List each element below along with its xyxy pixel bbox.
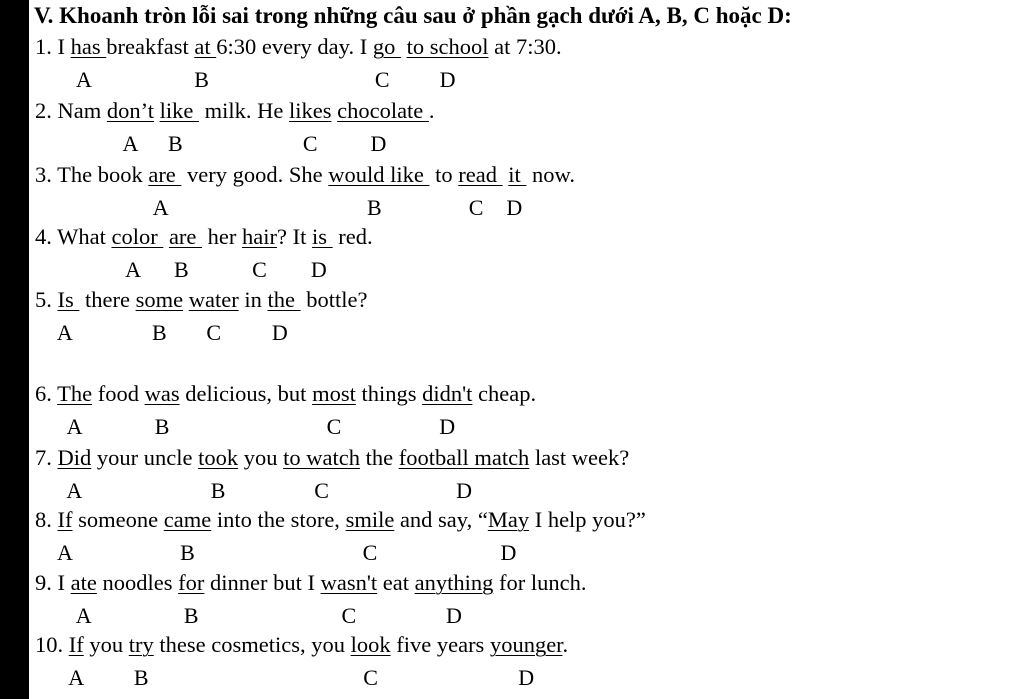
question-sentence — [35, 447, 629, 470]
sentence-text: 1. I — [35, 34, 71, 59]
exercise-title: V. Khoanh tròn lỗi sai trong những câu sau ở phần gạch dưới A, B, C hoặc D: — [34, 3, 792, 28]
question-sentence — [35, 226, 373, 249]
option-letter[interactable]: A — [125, 257, 141, 282]
option-letter[interactable]: D — [370, 131, 387, 156]
underlined-option: came — [163, 507, 212, 532]
sentence-text: dinner but I — [204, 570, 321, 595]
sentence-text: noodles — [96, 570, 179, 595]
sentence-text: now. — [526, 162, 575, 187]
option-letter[interactable]: D — [439, 67, 456, 92]
sentence-text: at 7:30. — [488, 34, 562, 59]
underlined-option: for — [178, 570, 205, 595]
underlined-option: most — [312, 381, 356, 406]
option-letter[interactable]: B — [168, 131, 183, 156]
option-letter[interactable]: A — [75, 603, 92, 628]
option-letter[interactable]: D — [439, 414, 456, 439]
underlined-option: Did — [57, 445, 92, 470]
option-letter[interactable]: C — [206, 320, 222, 345]
sentence-text: 8. — [35, 507, 58, 532]
question-sentence — [35, 289, 367, 312]
underlined-option: don’t — [106, 98, 154, 123]
sentence-text: I help you?” — [529, 507, 646, 532]
underlined-option: to school — [406, 34, 489, 59]
sentence-text: very good. She — [181, 162, 329, 187]
exercise-page — [29, 0, 1024, 699]
sentence-text: and say, “ — [394, 507, 488, 532]
option-letter[interactable]: B — [366, 195, 382, 220]
sentence-text: bottle? — [300, 287, 368, 312]
sentence-text: in — [238, 287, 268, 312]
sentence-text: red. — [332, 224, 373, 249]
underlined-option: wasn't — [320, 570, 378, 595]
underlined-option: chocolate — [337, 98, 429, 123]
sentence-text: you — [83, 632, 129, 657]
option-letter[interactable]: C — [468, 195, 484, 220]
underlined-option: Is — [57, 287, 80, 312]
underlined-option: would like — [328, 162, 430, 187]
option-letter[interactable]: B — [180, 540, 195, 565]
question-sentence — [35, 100, 435, 123]
sentence-text: food — [92, 381, 145, 406]
option-letter[interactable]: C — [374, 67, 390, 92]
option-letter[interactable]: A — [122, 131, 139, 156]
underlined-option: anything — [414, 570, 494, 595]
option-letter[interactable]: D — [506, 195, 523, 220]
underlined-option: go — [372, 34, 401, 59]
sentence-text: 10. — [35, 632, 69, 657]
sentence-text: 6:30 every day. I — [216, 34, 373, 59]
sentence-text: your uncle — [91, 445, 199, 470]
underlined-option: is — [311, 224, 333, 249]
underlined-option: took — [198, 445, 239, 470]
underlined-option: the — [267, 287, 301, 312]
underlined-option: likes — [288, 98, 332, 123]
option-letter[interactable]: C — [326, 414, 342, 439]
underlined-option: If — [68, 632, 84, 657]
sentence-text: 7. — [35, 445, 58, 470]
sentence-text: milk. He — [198, 98, 289, 123]
option-letter[interactable]: C — [363, 665, 378, 690]
option-letter[interactable]: A — [68, 665, 85, 690]
option-letter[interactable]: B — [133, 665, 149, 690]
option-letter[interactable]: A — [56, 320, 73, 345]
underlined-option: ate — [70, 570, 97, 595]
sentence-text: her — [202, 224, 243, 249]
sentence-text: cheap. — [472, 381, 537, 406]
question-sentence — [35, 164, 575, 187]
option-letter[interactable]: B — [194, 67, 209, 92]
sentence-text: 6. — [35, 381, 58, 406]
option-letter[interactable]: A — [152, 195, 169, 220]
sentence-text: . — [428, 98, 435, 123]
option-letter[interactable]: B — [210, 478, 226, 503]
underlined-option: water — [188, 287, 239, 312]
option-letter[interactable]: D — [500, 540, 517, 565]
option-letter[interactable]: A — [66, 414, 83, 439]
option-letter[interactable]: C — [341, 603, 357, 628]
option-letter[interactable]: D — [271, 320, 288, 345]
sentence-text: for lunch. — [493, 570, 587, 595]
sentence-text: eat — [377, 570, 415, 595]
underlined-option: try — [128, 632, 154, 657]
sentence-text: 5. — [35, 287, 58, 312]
underlined-option: football match — [398, 445, 530, 470]
sentence-text: 3. The book — [35, 162, 149, 187]
option-letter[interactable]: C — [362, 540, 378, 565]
sentence-text: someone — [72, 507, 164, 532]
underlined-option: smile — [345, 507, 395, 532]
sentence-text: ? It — [277, 224, 312, 249]
option-letter[interactable]: A — [57, 540, 73, 565]
sentence-text: delicious, but — [179, 381, 313, 406]
sentence-text: to — [429, 162, 459, 187]
option-letter[interactable]: A — [66, 478, 83, 503]
underlined-option: has — [70, 34, 107, 59]
option-letter[interactable]: D — [518, 665, 535, 690]
underlined-option: to watch — [283, 445, 360, 470]
question-sentence — [35, 509, 646, 532]
underlined-option: was — [144, 381, 180, 406]
underlined-option: younger — [489, 632, 563, 657]
option-letter[interactable]: D — [446, 603, 462, 628]
sentence-text: 2. Nam — [35, 98, 107, 123]
underlined-option: If — [57, 507, 73, 532]
sentence-text: there — [79, 287, 136, 312]
option-letter[interactable]: C — [302, 131, 318, 156]
underlined-option: some — [135, 287, 184, 312]
sentence-text: you — [238, 445, 284, 470]
underlined-option: like — [159, 98, 199, 123]
option-letter[interactable]: B — [154, 414, 170, 439]
option-letter[interactable]: D — [456, 478, 472, 503]
question-sentence — [35, 634, 568, 657]
sentence-text: 9. I — [35, 570, 71, 595]
option-letter[interactable]: B — [183, 603, 199, 628]
option-letter[interactable]: B — [152, 320, 167, 345]
underlined-option: The — [57, 381, 93, 406]
underlined-option: are — [148, 162, 182, 187]
option-letter[interactable]: D — [310, 257, 327, 282]
underlined-option: are — [168, 224, 203, 249]
underlined-option: it — [508, 162, 527, 187]
question-sentence — [35, 36, 562, 59]
sentence-text: . — [562, 632, 569, 657]
option-letter[interactable]: C — [252, 257, 267, 282]
underlined-option: read — [458, 162, 503, 187]
sentence-text: 4. What — [35, 224, 112, 249]
underlined-option: hair — [242, 224, 277, 249]
sentence-text: things — [355, 381, 423, 406]
sentence-text: into the store, — [211, 507, 346, 532]
underlined-option: look — [350, 632, 391, 657]
underlined-option: May — [487, 507, 530, 532]
sentence-text: last week? — [529, 445, 630, 470]
sentence-text: the — [359, 445, 399, 470]
sentence-text: five years — [390, 632, 490, 657]
underlined-option: at — [194, 34, 217, 59]
question-sentence — [35, 383, 536, 406]
option-letter[interactable]: B — [174, 257, 189, 282]
option-letter[interactable]: A — [76, 67, 92, 92]
underlined-option: didn't — [422, 381, 473, 406]
question-sentence — [35, 572, 586, 595]
underlined-option: color — [111, 224, 164, 249]
sentence-text: breakfast — [106, 34, 195, 59]
sentence-text: these cosmetics, you — [153, 632, 351, 657]
option-letter[interactable]: C — [314, 478, 329, 503]
